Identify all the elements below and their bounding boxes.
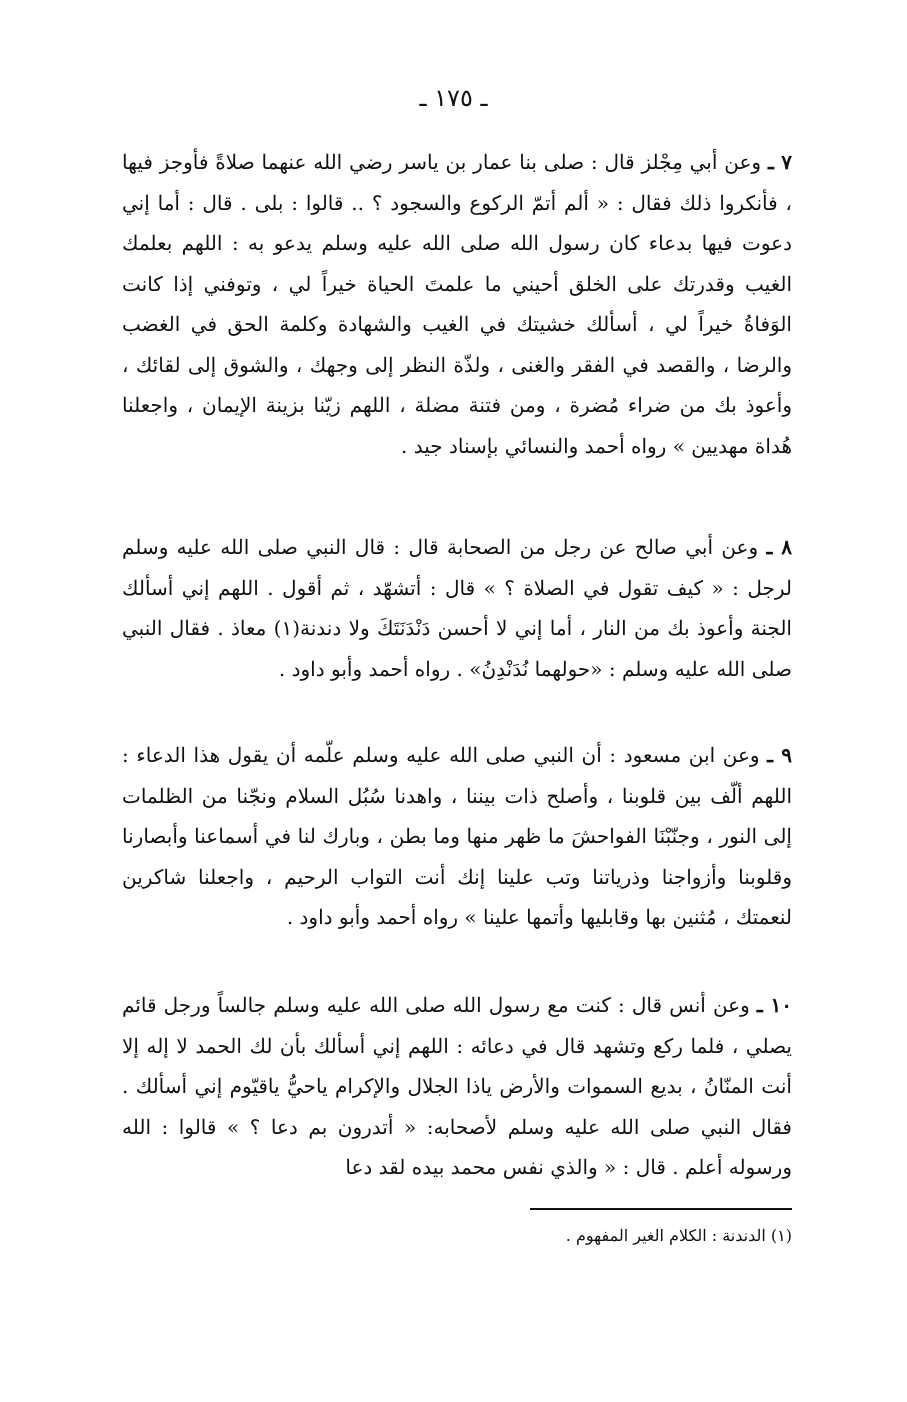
- paragraph-number: ١٠ ـ: [756, 993, 793, 1017]
- hadith-paragraph-9: [122, 735, 792, 938]
- footnote: (١) الدندنة : الكلام الغير المفهوم .: [565, 1226, 792, 1245]
- page-number: ـ ١٧٥ ـ: [419, 84, 488, 112]
- paragraph-text: وعن ابن مسعود : أن النبي صلى الله عليه وسلم علّمه أن يقول هذا الدعاء : اللهم ألّف بين قلوبنا ، وأصلح ذات بيننا ، واهدنا سُبُل السلام ونجّنا من الظلمات إلى النور ، وجنّبْنَا الفواحشَ ما ظهر منها وما بطن ، وبارك لنا في أسماعنا وأبصارنا وقلوبنا وأزواجنا وذرياتنا وتب علينا إنك أنت التواب الرحيم ، واجعلنا شاكرين لنعمتك ، مُثنين بها وقابليها وأتمها علينا » رواه أحمد وأبو داود .: [122, 743, 792, 929]
- paragraph-text: وعن أنس قال : كنت مع رسول الله صلى الله عليه وسلم جالساً ورجل قائم يصلي ، فلما ركع وتشهد قال في دعائه : اللهم إني أسألك بأن لك الحمد لا إله إلا أنت المنّانُ ، بديع السموات والأرض ياذا الجلال والإكرام ياحيُّ ياقيّوم إني أسألك . فقال النبي صلى الله عليه وسلم لأصحابه: « أتدرون بم دعا ؟ » قالوا : الله ورسوله أعلم . قال : « والذي نفس محمد بيده لقد دعا: [122, 993, 792, 1179]
- hadith-paragraph-8: [122, 527, 792, 689]
- paragraph-number: ٩ ـ: [767, 743, 792, 767]
- footnote-divider: [530, 1208, 792, 1210]
- hadith-paragraph-7: [122, 142, 792, 466]
- paragraph-text: وعن أبي صالح عن رجل من الصحابة قال : قال النبي صلى الله عليه وسلم لرجل : « كيف تقول في الصلاة ؟ » قال : أتشهّد ، ثم أقول . اللهم إني أسألك الجنة وأعوذ بك من النار ، أما إني لا أحسن دَنْدَنَتَكَ ولا دندنة(١) معاذ . فقال النبي صلى الله عليه وسلم : «حولهما نُدَنْدِنُ» . رواه أحمد وأبو داود .: [122, 535, 792, 681]
- paragraph-text: وعن أبي مِجْلز قال : صلى بنا عمار بن ياسر رضي الله عنهما صلاةً فأوجز فيها ، فأنكروا ذلك فقال : « ألم أتمّ الركوع والسجود ؟ .. قالوا : بلى . قال : أما إني دعوت فيها بدعاء كان رسول الله صلى الله عليه وسلم يدعو به : اللهم بعلمك الغيب وقدرتك على الخلق أحيني ما علمتَ الحياة خيراً لي ، وتوفني إذا كانت الوَفاةُ خيراً لي ، أسألك خشيتك في الغيب والشهادة وكلمة الحق في الغضب والرضا ، والقصد في الفقر والغنى ، ولذّة النظر إلى وجهك ، والشوق إلى لقائك ، وأعوذ بك من ضراء مُضرة ، ومن فتنة مضلة ، اللهم زيّنا بزينة الإيمان ، واجعلنا هُداة مهديين » رواه أحمد والنسائي بإسناد جيد .: [122, 150, 792, 458]
- paragraph-number: ٨ ـ: [766, 535, 793, 559]
- hadith-paragraph-10: [122, 985, 792, 1188]
- paragraph-number: ٧ ـ: [767, 150, 792, 174]
